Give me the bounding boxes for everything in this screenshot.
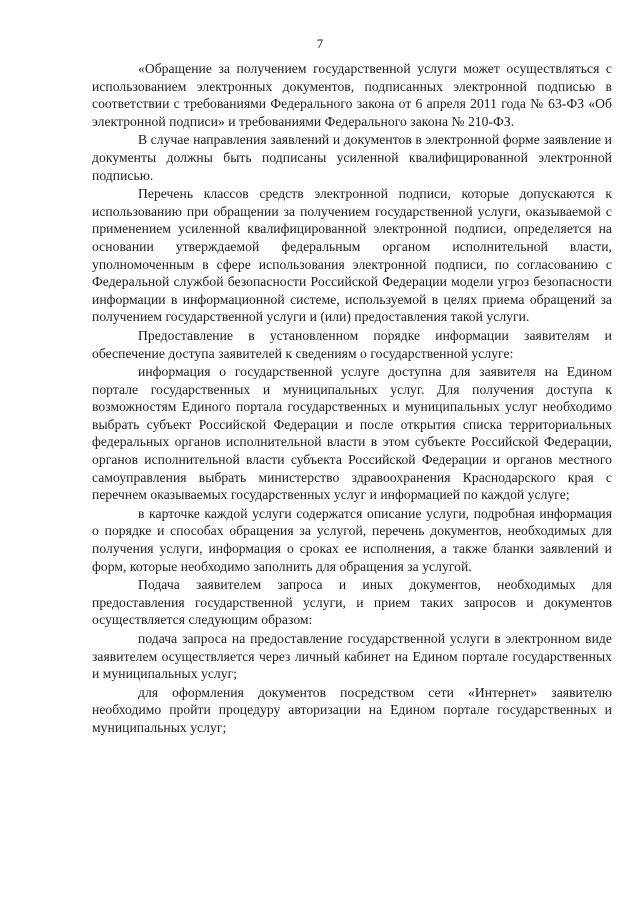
paragraph-authorization: для оформления документов посредством сети «Интернет» заявителю необходимо пройти процедуру авторизации на Едином портале государственных и муниципальных услуг; xyxy=(92,684,612,735)
document-body xyxy=(92,60,612,737)
paragraph-electronic-signature-request: «Обращение за получением государственной услуги может осуществляться с использованием электронных документов, подписанных электронной подписью в соответствии с требованиями Федерального закона от 6 апреля 2011 года № 63-ФЗ «Об электронной подписи» и требованиями Федерального закона № 210-ФЗ. xyxy=(92,61,612,129)
paragraph-qualified-signature: В случае направления заявлений и документов в электронной форме заявление и документы должны быть подписаны усиленной квалифицированной электронной подписью. xyxy=(92,132,612,183)
paragraph-personal-account: подача запроса на предоставление государственной услуги в электронном виде заявителем осуществляется через личный кабинет на Едином портале государственных и муниципальных услуг; xyxy=(92,631,612,682)
paragraph-request-submission: Подача заявителем запроса и иных документов, необходимых для предоставления государственной услуги, и прием таких запросов и документов осуществляется следующим образом: xyxy=(92,577,612,628)
paragraph-portal-information: информация о государственной услуге доступна для заявителя на Едином портале государственных и муниципальных услуг. Для получения доступа к возможностям Единого портала государственных и муниципальных услуг необходимо выбрать субъект Российской Федерации и после открытия списка территориальных федеральных органов исполнительной власти в этом субъекте Российской Федерации, органов исполнительной власти субъекта Российской Федерации и органов местного самоуправления выбрать министерство здравоохранения Краснодарского края с перечнем оказываемых государственных услуг и информацией по каждой услуге; xyxy=(92,364,612,503)
paragraph-signature-classes: Перечень классов средств электронной подписи, которые допускаются к использованию при обращении за получением государственной услуги, оказываемой с применением усиленной квалифицированной электронной подписи, определяется на основании утверждаемой федеральным органом исполнительной власти, уполномоченным в сфере использования электронной подписи, по согласованию с Федеральной службой безопасности Российской Федерации модели угроз безопасности информации в информационной системе, используемой в целях приема обращений за получением государственной услуги и (или) предоставления такой услуги. xyxy=(92,186,612,325)
paragraph-service-card: в карточке каждой услуги содержатся описание услуги, подробная информация о порядке и способах обращения за услугой, перечень документов, необходимых для получения услуги, информация о сроках ее исполнения, а также бланки заявлений и форм, которые необходимо заполнить для обращения за услугой. xyxy=(92,505,612,574)
paragraph-information-access: Предоставление в установленном порядке информации заявителям и обеспечение доступа заявителей к сведениям о государственной услуге: xyxy=(92,327,612,361)
page-number: 7 xyxy=(316,36,324,51)
